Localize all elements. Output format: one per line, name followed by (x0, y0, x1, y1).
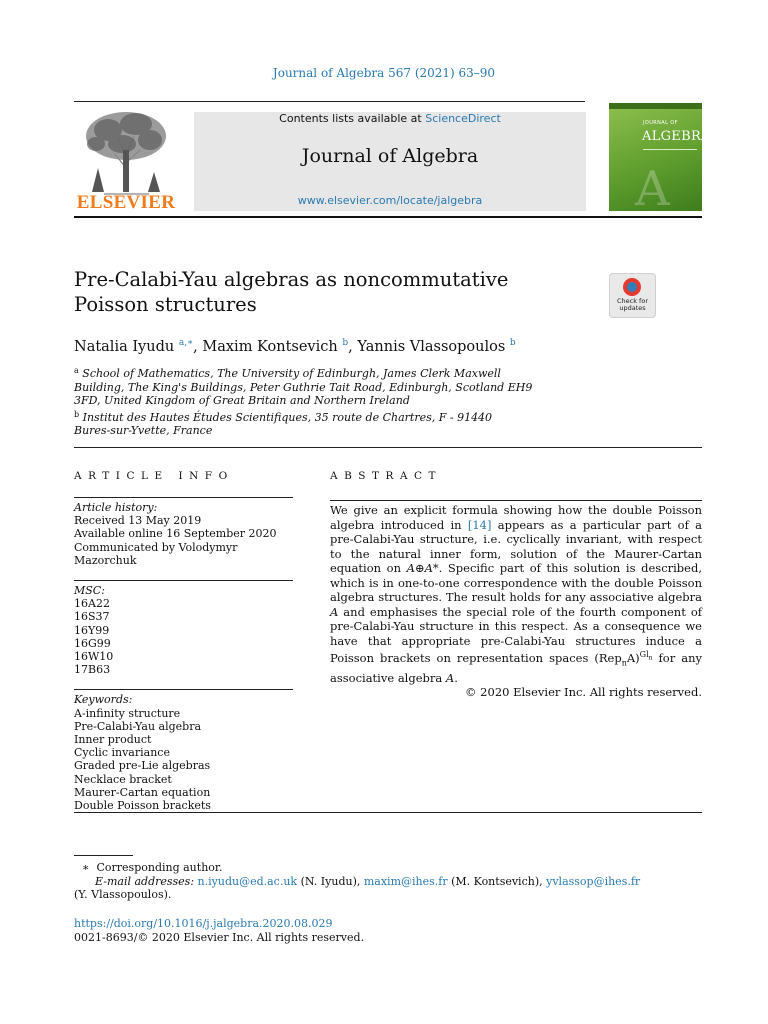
email-link[interactable]: maxim@ihes.fr (363, 874, 448, 888)
email-line-cont: (Y. Vlassopoulos). (74, 888, 172, 901)
crossmark-icon (623, 278, 641, 296)
math-expression: A (330, 604, 339, 619)
msc-label: MSC: (74, 584, 105, 598)
article-info-heading: ARTICLE INFO (74, 470, 234, 482)
msc-code: 16G99 (74, 636, 111, 650)
article-info (74, 497, 293, 825)
affiliation-a-line-3: 3FD, United Kingdom of Great Britain and Northern Ireland (74, 394, 410, 407)
keyword: Inner product (74, 733, 152, 747)
check-label-line-2: updates (619, 304, 646, 312)
keyword: Necklace bracket (74, 772, 172, 786)
cover-divider (643, 149, 697, 150)
footnote (74, 861, 702, 902)
math-expression: A⊕A* (406, 561, 439, 575)
affiliation-b-text: Institut des Hautes Études Scientifiques, 35 route de Chartres, F - 91440 (82, 410, 493, 424)
body-rule (74, 812, 702, 813)
msc-code: 16A22 (74, 597, 110, 611)
keyword: Cyclic invariance (74, 746, 170, 760)
doi-link[interactable]: https://doi.org/10.1016/j.jalgebra.2020.08.029 (74, 917, 333, 930)
affiliation-b-line-2: Bures-sur-Yvette, France (74, 424, 213, 437)
corresponding-label: Corresponding author. (96, 861, 223, 874)
msc-codes (74, 580, 293, 676)
available-date: Available online 16 September 2020 (74, 527, 277, 541)
math-superscript: Gl (639, 650, 649, 659)
header-rule-top (74, 101, 585, 102)
communicated-by-cont: Mazorchuk (74, 553, 137, 567)
article-title (74, 267, 554, 317)
author-affiliation-mark[interactable]: b (342, 338, 349, 348)
journal-cover-thumbnail[interactable] (609, 103, 711, 217)
email-line (74, 875, 702, 889)
author-name[interactable]: Natalia Iyudu (74, 339, 175, 355)
email-owner: (M. Kontsevich), (451, 874, 543, 888)
keyword: Graded pre-Lie algebras (74, 759, 211, 773)
journal-reference[interactable]: Journal of Algebra 567 (2021) 63–90 (272, 66, 496, 80)
math-expression: A (445, 670, 455, 685)
received-date: Received 13 May 2019 (74, 514, 202, 528)
abstract-part: . (454, 670, 458, 685)
keyword: Double Poisson brackets (74, 799, 211, 813)
elsevier-wordmark: ELSEVIER (76, 192, 176, 213)
doi-block (74, 917, 364, 945)
math-part: (Rep (594, 650, 622, 665)
affiliation-b-mark: b (74, 409, 80, 419)
affiliation-a-mark: a (74, 366, 79, 375)
keywords (74, 689, 293, 812)
msc-code: 16Y99 (74, 623, 110, 637)
math-expression (594, 650, 653, 668)
header-rule-bottom (74, 216, 702, 218)
keyword: Maurer-Cartan equation (74, 785, 211, 799)
abstract-part: for any associative algebra (330, 650, 702, 685)
abstract-heading: ABSTRACT (330, 470, 443, 482)
check-for-updates-button[interactable] (609, 273, 656, 318)
abstract-part: We give an explicit formula showing how the double Poisson algebra introduced in (330, 503, 702, 532)
msc-code: 16S37 (74, 610, 110, 624)
corresponding-author-note (74, 861, 702, 875)
affiliation-a-line-2: Building, The King's Buildings, Peter Guthrie Tait Road, Edinburgh, Scotland EH9 (74, 380, 533, 394)
affiliation-b-line-1 (74, 408, 619, 425)
abstract-rule (330, 500, 702, 501)
math-part: A) (626, 650, 640, 665)
communicated-by: Communicated by Volodymyr (74, 540, 238, 554)
journal-url-link[interactable]: www.elsevier.com/locate/jalgebra (297, 194, 483, 207)
keyword: Pre-Calabi-Yau algebra (74, 719, 202, 733)
msc-code: 16W10 (74, 650, 114, 664)
elsevier-logo[interactable] (74, 108, 178, 214)
title-line-2: Poisson structures (74, 293, 257, 316)
footnote-rule (74, 855, 133, 856)
abstract-copyright: © 2020 Elsevier Inc. All rights reserved. (465, 685, 702, 700)
article-history (74, 497, 293, 567)
history-label: Article history: (74, 501, 158, 514)
email-owner: (N. Iyudu), (300, 874, 361, 888)
keywords-label: Keywords: (74, 693, 133, 707)
check-label-line-1: Check for (617, 297, 648, 305)
abstract-part: appears as a particular part of a pre-Calabi-Yau structure, i.e. cyclically invariant, with respect to the natural inner form, solution of the Maurer-Cartan equation on (330, 517, 702, 575)
email-link[interactable]: yvlassop@ihes.fr (546, 874, 641, 888)
journal-banner (194, 112, 586, 211)
math-subscript: n (621, 658, 627, 668)
cover-small-text: JOURNAL OF (643, 120, 678, 126)
email-label: E-mail addresses: (95, 874, 195, 888)
author-name[interactable]: Yannis Vlassopoulos (357, 339, 506, 355)
affiliation-a-line-1 (74, 364, 619, 381)
keyword: A-infinity structure (74, 706, 181, 720)
affiliations (74, 364, 619, 438)
abstract-part: . Specific part of this solution is described, which is in one-to-one correspondence with the double Poisson algebra structures. The result holds for any associative algebra (330, 561, 702, 604)
cover-stripe (609, 103, 702, 109)
author-affiliation-mark[interactable]: b (509, 338, 516, 348)
msc-code: 17B63 (74, 663, 111, 677)
cover-letter: A (635, 161, 670, 217)
contents-label: Contents lists available at (279, 112, 426, 125)
affiliation-rule (74, 447, 702, 448)
cover-title: ALGEBRA (642, 129, 711, 144)
elsevier-tree-icon (74, 108, 178, 194)
issn-line: 0021-8693/© 2020 Elsevier Inc. All rights reserved. (74, 931, 365, 944)
abstract-part: and emphasises the special role of the fourth component of pre-Calabi-Yau structure in this respect. As a consequence we have that appropriate pre-Calabi-Yau structures induce a Poisson brackets on representation spaces (330, 604, 702, 665)
journal-title: Journal of Algebra (301, 145, 479, 167)
sciencedirect-link[interactable]: ScienceDirect (425, 112, 501, 125)
author-name[interactable]: Maxim Kontsevich (202, 339, 338, 355)
reference-link[interactable]: [14] (467, 517, 492, 532)
contents-line (194, 112, 586, 125)
title-line-1: Pre-Calabi-Yau algebras as noncommutative (74, 268, 509, 291)
math-sub-subscript: n (648, 654, 653, 662)
author-affiliation-mark[interactable]: a,∗ (178, 338, 194, 348)
email-link[interactable]: n.iyudu@ed.ac.uk (197, 874, 298, 888)
abstract-text (330, 503, 702, 700)
author-list: Natalia Iyudu $^{a,∗}$, Maxim Kontsevich $^b$, Yannis Vlassopoulos $^b$ (74, 338, 516, 355)
footnote-star: ∗ (82, 861, 90, 874)
check-for-updates-label (610, 298, 655, 312)
affiliation-a-text: School of Mathematics, The University of Edinburgh, James Clerk Maxwell (82, 367, 501, 380)
